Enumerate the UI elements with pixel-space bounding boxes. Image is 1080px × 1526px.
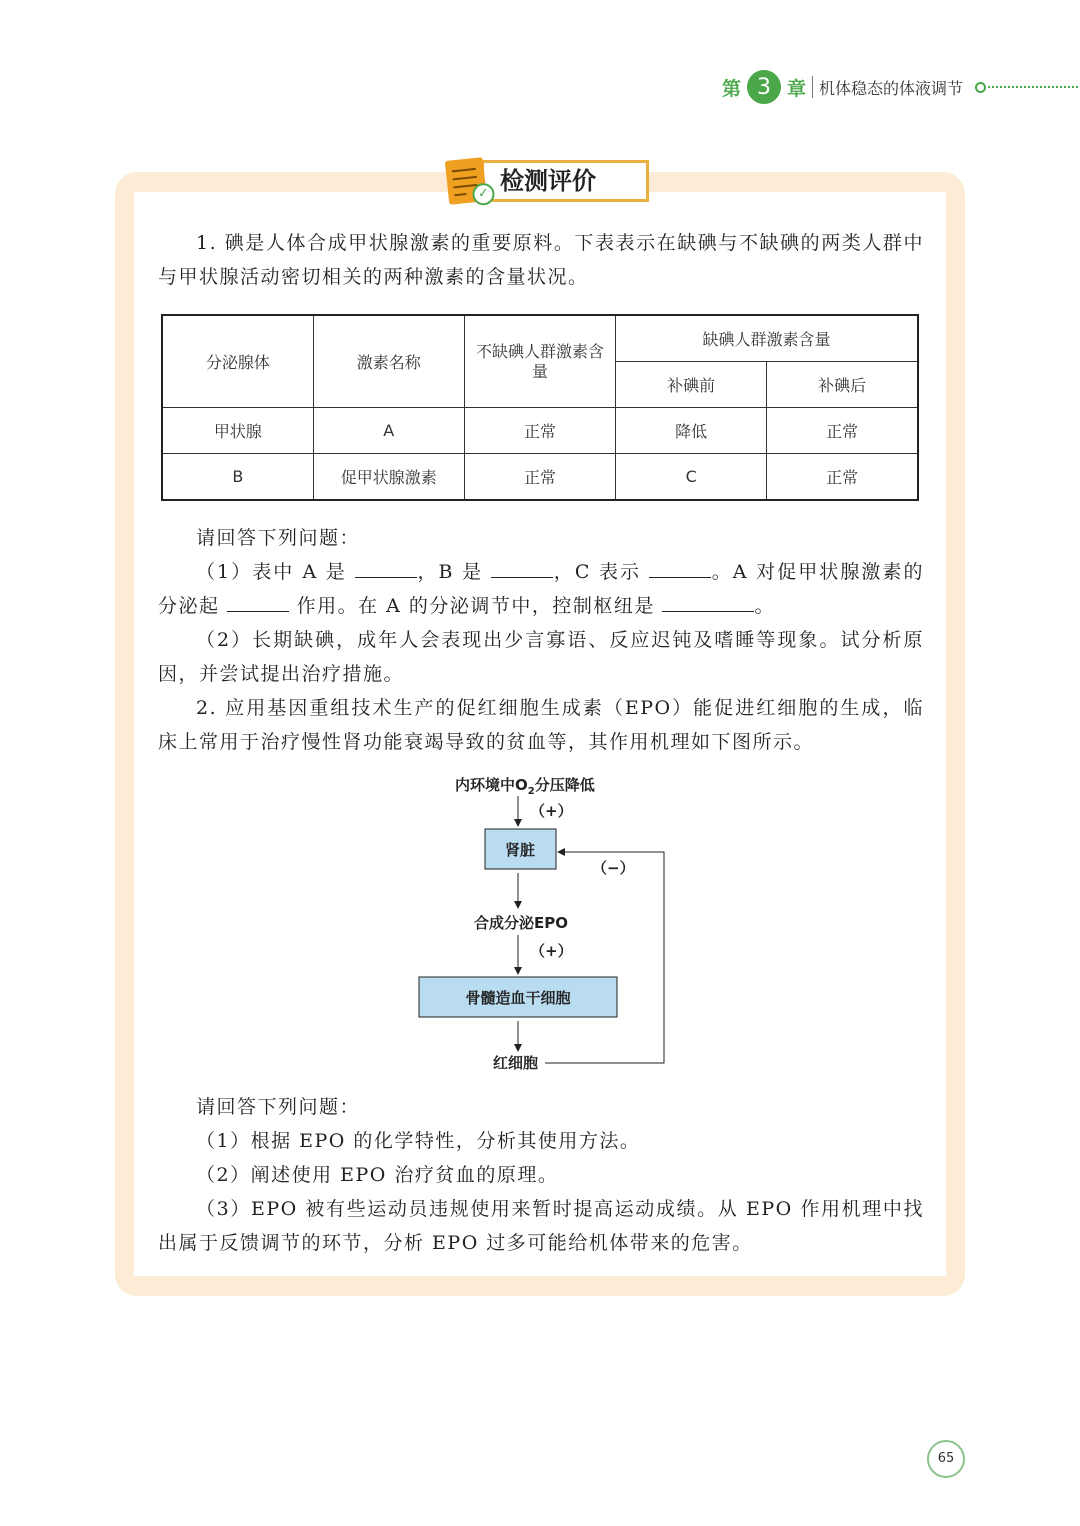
q2-prompt: 请回答下列问题：: [196, 1096, 361, 1118]
text: ，B 是: [416, 561, 484, 583]
q2-sub2: （2）阐述使用 EPO 治疗贫血的原理。: [196, 1164, 559, 1186]
cell: B: [162, 454, 313, 501]
q2-intro: 2. 应用基因重组技术生产的促红细胞生成素（EPO）能促进红细胞的生成，临床上常用于治疗慢性肾功能衰竭导致的贫血等，其作用机理如下图所示。: [158, 697, 924, 753]
epo-mechanism-diagram: [400, 770, 700, 1080]
q1-sub2: （2）长期缺碘，成年人会表现出少言寡语、反应迟钝及嗜睡等现象。试分析原因，并尝试提出治疗措施。: [158, 629, 924, 685]
notepad-icon: [445, 157, 490, 205]
chapter-suffix: 章: [787, 77, 807, 100]
q1-sub1: [158, 555, 924, 623]
header-gland: 分泌腺体: [162, 315, 313, 408]
table-row: [162, 408, 918, 454]
marrow-label: 骨髓造血干细胞: [465, 989, 571, 1007]
answer-blank[interactable]: [649, 557, 711, 578]
cell: 正常: [464, 408, 615, 454]
text: 。A 对促甲状腺激素的分泌起: [158, 561, 924, 617]
text: 。: [754, 595, 775, 617]
cell: A: [313, 408, 464, 454]
cell: 促甲状腺激素: [313, 454, 464, 501]
rbc-label: 红细胞: [493, 1054, 539, 1072]
header-deficient: 缺碘人群激素含量: [616, 315, 918, 362]
answer-blank[interactable]: [355, 557, 417, 578]
answer-blank[interactable]: [662, 591, 754, 612]
epo-label: 合成分泌EPO: [474, 914, 568, 932]
section-badge: [447, 159, 649, 203]
q1-prompt: 请回答下列问题：: [196, 527, 361, 549]
section-title: 检测评价: [481, 160, 649, 202]
chapter-number-badge: 3: [747, 70, 781, 104]
dot-icon: [975, 82, 986, 93]
cell: C: [616, 454, 767, 501]
chapter-prefix: 第: [722, 77, 742, 100]
chapter-title: 机体稳态的体液调节: [819, 78, 964, 98]
header-hormone: 激素名称: [313, 315, 464, 408]
diagram-top-label: 内环境中$O_2$分压降低: [455, 776, 595, 797]
header-normal: 不缺碘人群激素含量: [464, 315, 615, 408]
cell: 正常: [464, 454, 615, 501]
dotted-line: [988, 86, 1078, 88]
plus-label: （+）: [530, 942, 573, 960]
check-icon: ✓: [471, 182, 495, 206]
minus-label: （−）: [592, 859, 635, 877]
chapter-header: [722, 70, 1078, 104]
plus-label: （+）: [530, 802, 573, 820]
q2-sub3: （3）EPO 被有些运动员违规使用来暂时提高运动成绩。从 EPO 作用机理中找出属于反馈调节的环节，分析 EPO 过多可能给机体带来的危害。: [158, 1198, 924, 1254]
cell: 甲状腺: [162, 408, 313, 454]
q1-intro: 1. 碘是人体合成甲状腺激素的重要原料。下表表示在缺碘与不缺碘的两类人群中与甲状腺活动密切相关的两种激素的含量状况。: [158, 232, 924, 288]
cell: 正常: [767, 454, 918, 501]
header-before: 补碘前: [616, 362, 767, 408]
text: 作用。在 A 的分泌调节中，控制枢纽是: [296, 595, 655, 617]
header-after: 补碘后: [767, 362, 918, 408]
cell: 降低: [616, 408, 767, 454]
cell: 正常: [767, 408, 918, 454]
answer-blank[interactable]: [491, 557, 553, 578]
table-row: [162, 454, 918, 501]
q2-sub1: （1）根据 EPO 的化学特性，分析其使用方法。: [196, 1130, 641, 1152]
page-number: 65: [927, 1440, 965, 1478]
hormone-table: [161, 314, 919, 501]
answer-blank[interactable]: [227, 591, 289, 612]
kidney-label: 肾脏: [504, 841, 536, 859]
divider: [812, 76, 813, 98]
text: （1）表中 A 是: [196, 561, 347, 583]
text: ，C 表示: [553, 561, 642, 583]
